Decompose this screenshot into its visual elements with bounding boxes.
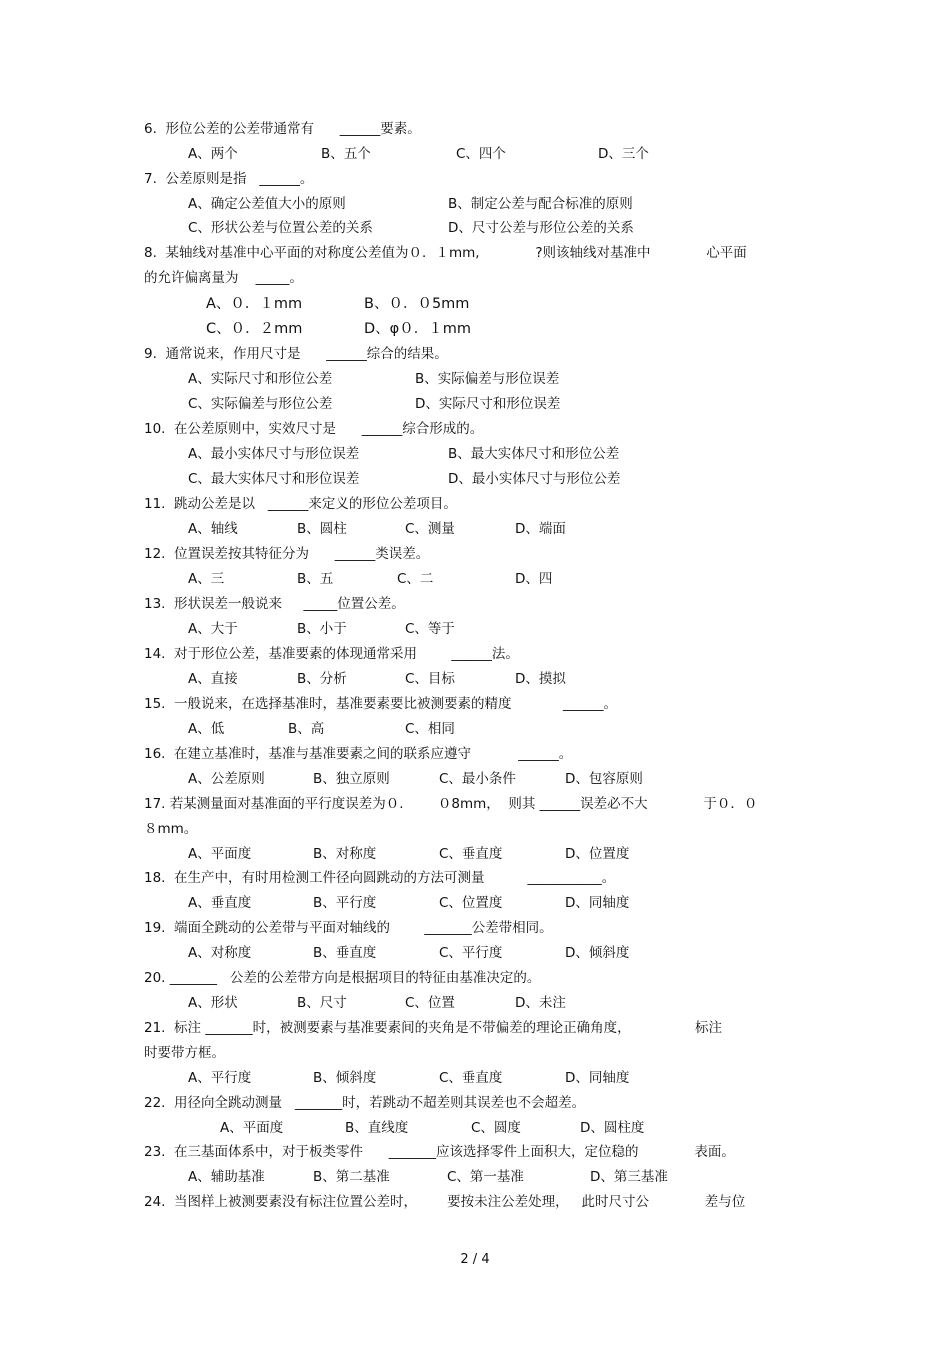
option-b: B、对称度 xyxy=(313,846,377,862)
question-20: 20. _______ 公差的公差带方向是根据项目的特征由基准决定的。 xyxy=(144,970,541,986)
option-a: A、辅助基准 xyxy=(188,1169,265,1185)
option-d: D、φ０．１mm xyxy=(364,321,471,337)
option-d: D、三个 xyxy=(598,146,649,162)
option-b: B、第二基准 xyxy=(313,1169,390,1185)
option-d: D、第三基准 xyxy=(590,1169,668,1185)
option-c: C、最小条件 xyxy=(439,771,516,787)
option-b: B、小于 xyxy=(297,621,347,637)
question-15: 15. 一般说来，在选择基准时，基准要素要比被测要素的精度 ______。 xyxy=(144,696,618,712)
option-d: D、最小实体尺寸与形位公差 xyxy=(448,471,621,487)
option-d: D、同轴度 xyxy=(565,1070,630,1086)
option-b: B、制定公差与配合标准的原则 xyxy=(448,196,633,212)
option-b: B、五 xyxy=(297,571,334,587)
option-a: A、三 xyxy=(188,571,225,587)
question-23: 23. 在三基面体系中，对于板类零件 _______应该选择零件上面积大，定位稳的 表面。 xyxy=(144,1144,735,1160)
option-c: C、四个 xyxy=(456,146,506,162)
option-c: C、垂直度 xyxy=(439,846,503,862)
option-a: A、０．１mm xyxy=(206,296,303,312)
option-c: C、圆度 xyxy=(471,1120,521,1136)
option-d: D、尺寸公差与形位公差的关系 xyxy=(448,220,634,236)
option-b: B、平行度 xyxy=(313,895,377,911)
question-13: 13. 形状误差一般说来 _____位置公差。 xyxy=(144,596,405,612)
option-c: C、形状公差与位置公差的关系 xyxy=(188,220,373,236)
option-a: A、平面度 xyxy=(220,1120,284,1136)
question-6: 6. 形位公差的公差带通常有 ______要素。 xyxy=(144,121,421,137)
option-d: D、未注 xyxy=(515,995,566,1011)
option-a: A、形状 xyxy=(188,995,238,1011)
question-22: 22. 用径向全跳动测量 _______时，若跳动不超差则其误差也不会超差。 xyxy=(144,1095,586,1111)
option-c: C、位置度 xyxy=(439,895,503,911)
option-a: A、大于 xyxy=(188,621,238,637)
option-b: B、圆柱 xyxy=(297,521,347,537)
option-c: C、平行度 xyxy=(439,945,503,961)
question-19: 19. 端面全跳动的公差带与平面对轴线的 _______公差带相同。 xyxy=(144,920,553,936)
option-b: B、最大实体尺寸和形位公差 xyxy=(448,446,620,462)
option-d: D、端面 xyxy=(515,521,566,537)
option-b: B、高 xyxy=(288,721,325,737)
question-16: 16. 在建立基准时，基准与基准要素之间的联系应遵守 ______。 xyxy=(144,746,573,762)
question-7: 7. 公差原则是指 ______。 xyxy=(144,171,314,187)
question-8: 8. 某轴线对基准中心平面的对称度公差值为０．１mm, ?则该轴线对基准中 心平面 xyxy=(144,245,747,261)
question-10: 10. 在公差原则中，实效尺寸是 ______综合形成的。 xyxy=(144,421,484,437)
option-b: B、倾斜度 xyxy=(313,1070,377,1086)
question-11: 11. 跳动公差是以 ______来定义的形位公差项目。 xyxy=(144,496,457,512)
option-b: B、实际偏差与形位误差 xyxy=(415,371,560,387)
option-b: B、尺寸 xyxy=(297,995,347,1011)
option-b: B、垂直度 xyxy=(313,945,377,961)
option-a: A、实际尺寸和形位公差 xyxy=(188,371,333,387)
question-21-cont: 时要带方框。 xyxy=(144,1045,225,1061)
option-d: D、包容原则 xyxy=(565,771,643,787)
option-c: C、位置 xyxy=(405,995,455,1011)
option-c: C、实际偏差与形位公差 xyxy=(188,396,333,412)
option-b: B、直线度 xyxy=(345,1120,409,1136)
question-17-cont: ８mm。 xyxy=(144,821,198,837)
option-b: B、独立原则 xyxy=(313,771,390,787)
option-d: D、倾斜度 xyxy=(565,945,630,961)
option-a: A、平面度 xyxy=(188,846,252,862)
option-c: C、最大实体尺寸和形位误差 xyxy=(188,471,360,487)
option-c: C、二 xyxy=(397,571,434,587)
option-a: A、垂直度 xyxy=(188,895,252,911)
option-c: C、０．２mm xyxy=(206,321,303,337)
option-b: B、五个 xyxy=(321,146,371,162)
option-a: A、平行度 xyxy=(188,1070,252,1086)
option-c: C、目标 xyxy=(405,671,455,687)
page-number: 2 / 4 xyxy=(460,1252,490,1267)
option-a: A、轴线 xyxy=(188,521,238,537)
option-a: A、确定公差值大小的原则 xyxy=(188,196,346,212)
option-c: C、相同 xyxy=(405,721,455,737)
option-c: C、等于 xyxy=(405,621,455,637)
question-9: 9. 通常说来，作用尺寸是 ______综合的结果。 xyxy=(144,346,448,362)
option-a: A、两个 xyxy=(188,146,238,162)
option-c: C、垂直度 xyxy=(439,1070,503,1086)
option-a: A、对称度 xyxy=(188,945,252,961)
option-b: B、０．０5mm xyxy=(364,296,470,312)
option-a: A、低 xyxy=(188,721,225,737)
option-c: C、测量 xyxy=(405,521,455,537)
option-d: D、实际尺寸和形位误差 xyxy=(415,396,561,412)
option-d: D、摸拟 xyxy=(515,671,566,687)
option-d: D、同轴度 xyxy=(565,895,630,911)
question-17: 17. 若某测量面对基准面的平行度误差为０. ０8mm， 则其 ______误差必不大 于０．０ xyxy=(144,796,758,812)
option-d: D、圆柱度 xyxy=(580,1120,645,1136)
question-14: 14. 对于形位公差，基准要素的体现通常采用 ______法。 xyxy=(144,646,519,662)
question-24: 24. 当图样上被测要素没有标注位置公差时， 要按未注公差处理， 此时尺寸公 差与位 xyxy=(144,1194,746,1210)
option-d: D、四 xyxy=(515,571,553,587)
option-a: A、公差原则 xyxy=(188,771,265,787)
option-a: A、直接 xyxy=(188,671,238,687)
option-a: A、最小实体尺寸与形位误差 xyxy=(188,446,360,462)
question-21: 21. 标注 _______时，被测要素与基准要素间的夹角是不带偏差的理论正确角度， 标注 xyxy=(144,1020,722,1036)
option-b: B、分析 xyxy=(297,671,347,687)
question-18: 18. 在生产中，有时用检测工件径向圆跳动的方法可测量 ___________。 xyxy=(144,870,616,886)
option-d: D、位置度 xyxy=(565,846,630,862)
question-8-cont: 的允许偏离量为 _____。 xyxy=(144,270,303,286)
option-c: C、第一基准 xyxy=(447,1169,524,1185)
question-12: 12. 位置误差按其特征分为 ______类误差。 xyxy=(144,546,430,562)
